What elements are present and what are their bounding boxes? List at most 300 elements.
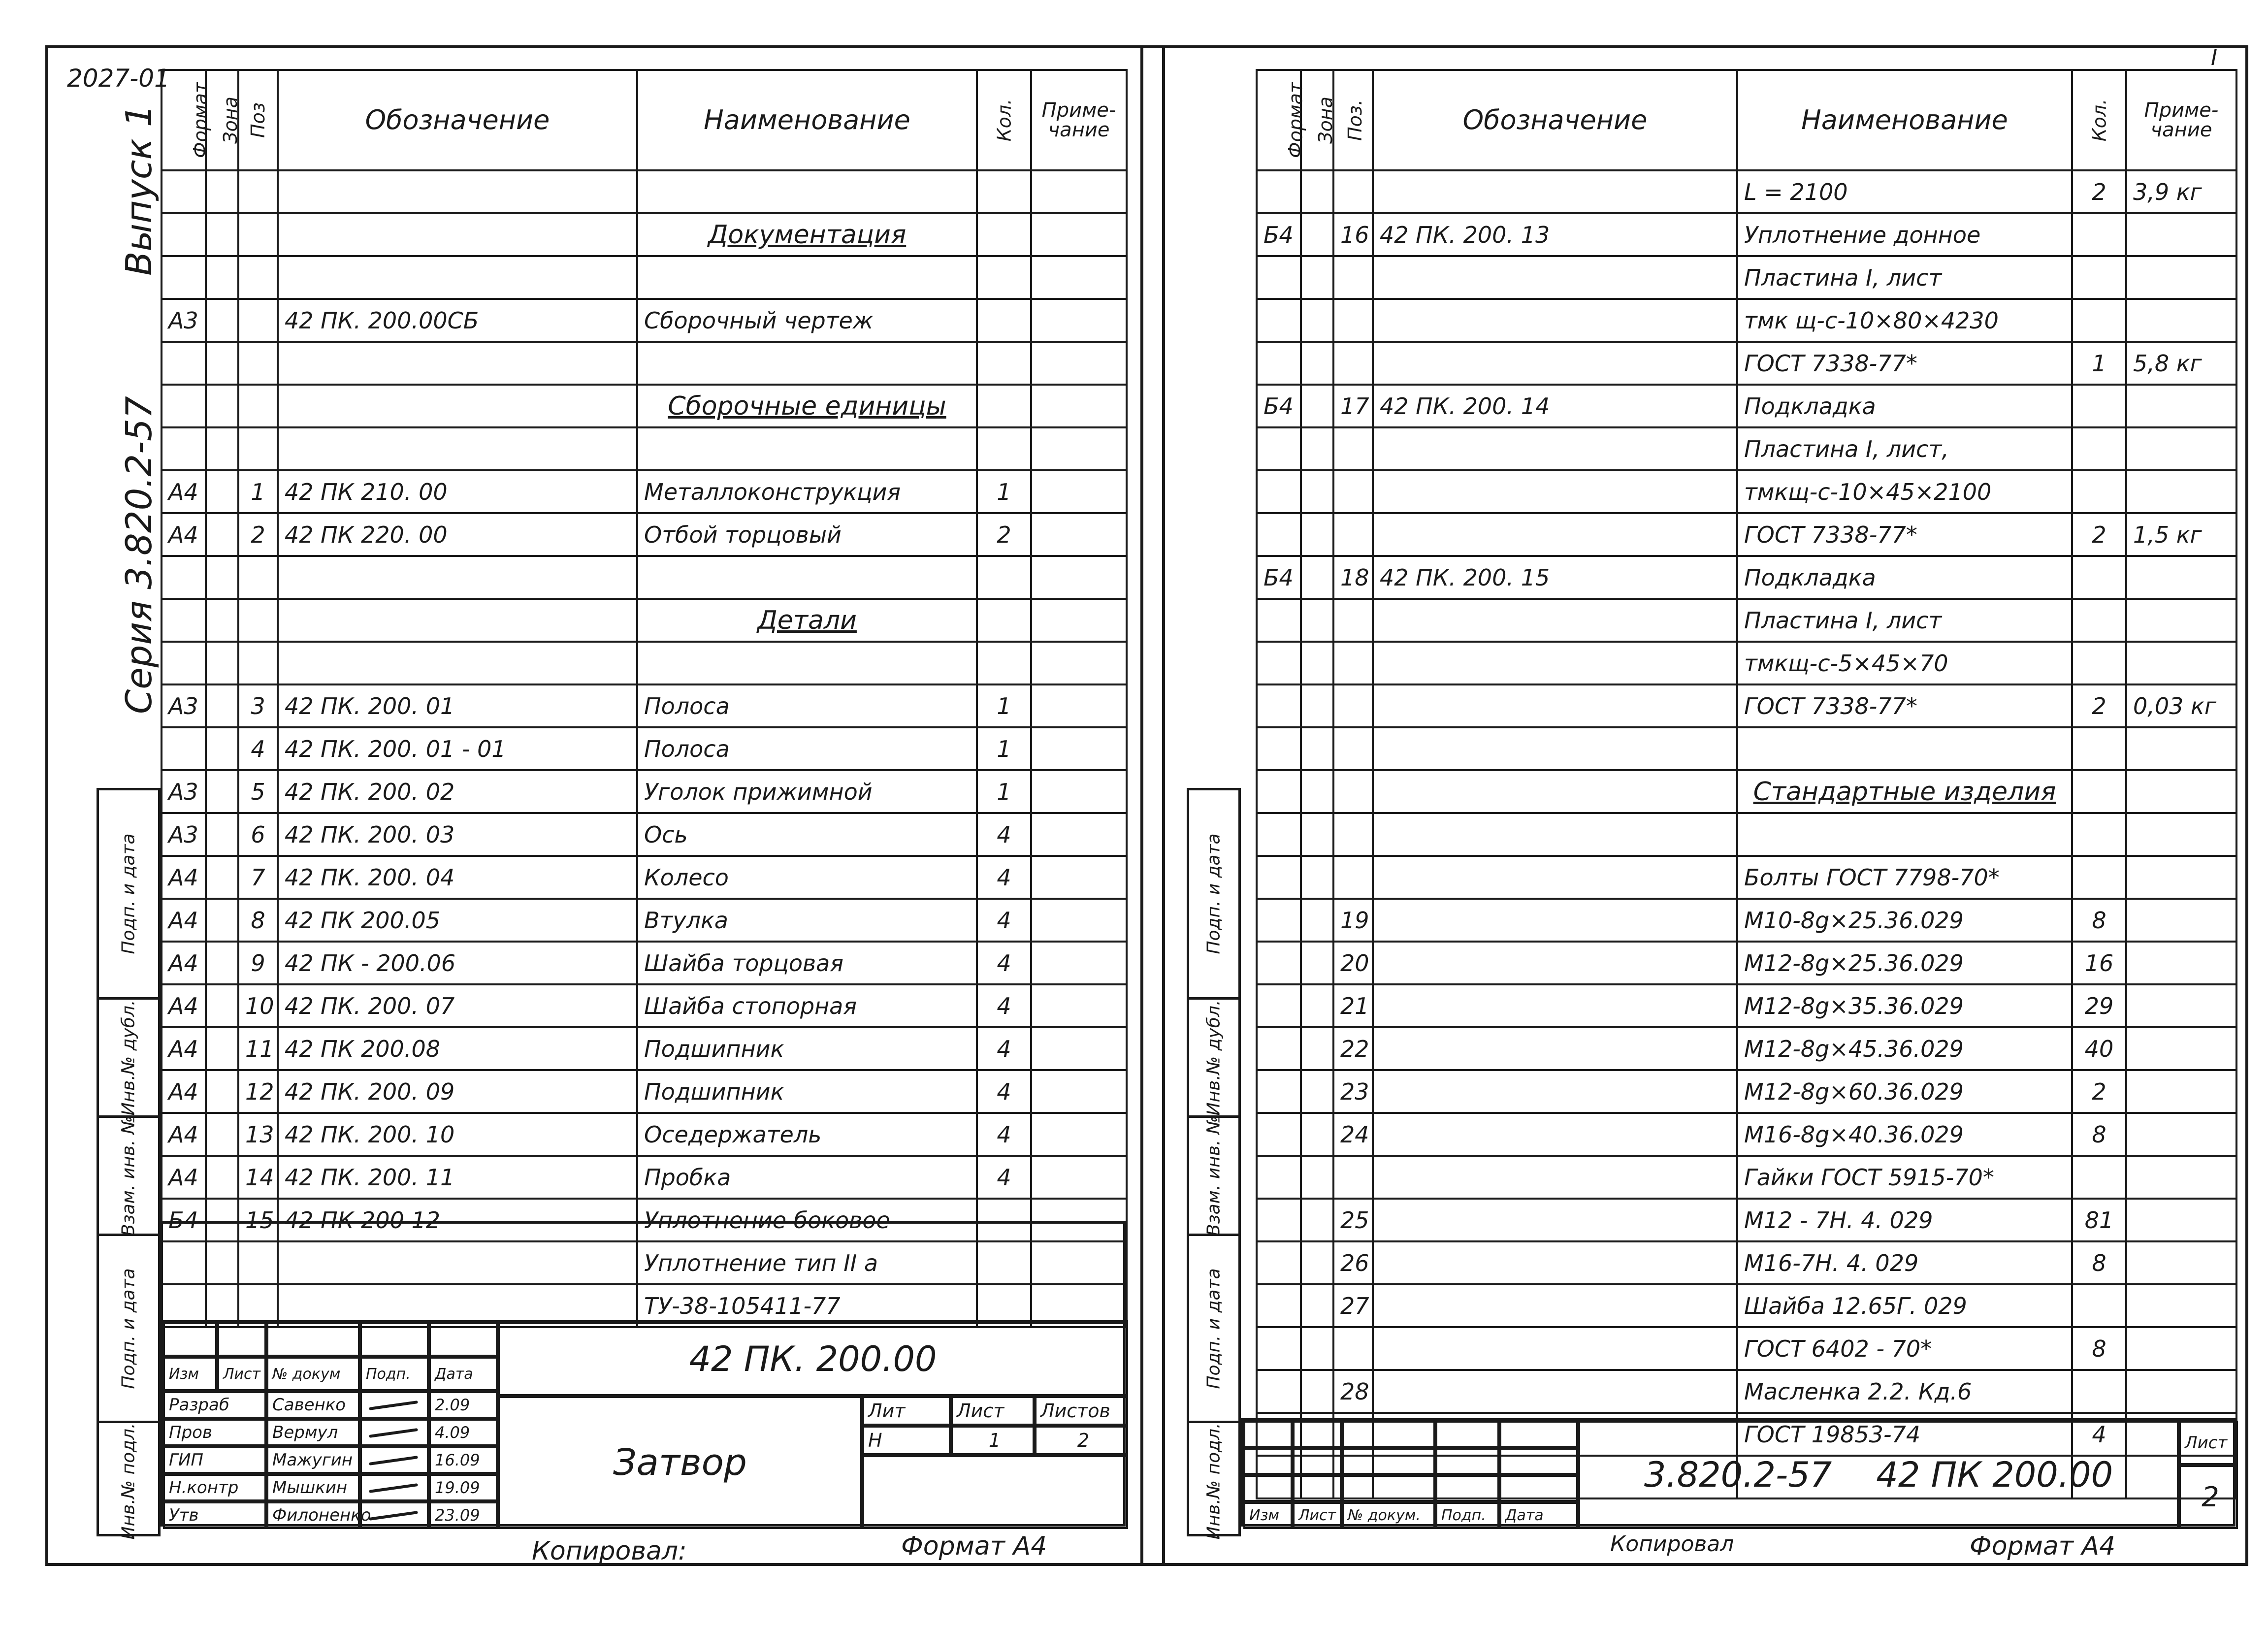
- left-cell-name: Детали: [637, 599, 977, 642]
- right-cell-pos: [1333, 1327, 1373, 1370]
- right-cell-qty: [2072, 642, 2126, 684]
- right-cell-name: Масленка 2.2. Кд.6: [1737, 1370, 2072, 1413]
- right-cell-designation: [1373, 470, 1737, 513]
- left-cell-zone: [206, 942, 238, 984]
- left-cell-format: А4: [162, 513, 206, 556]
- right-cell-name: Пластина I, лист: [1737, 256, 2072, 299]
- revision-cell: [1435, 1448, 1499, 1475]
- right-spec-table: [1256, 69, 2237, 1499]
- right-cell-zone: [1301, 813, 1333, 856]
- left-cell-format: А4: [162, 856, 206, 899]
- left-cell-zone: [206, 427, 238, 470]
- revision-col-head: Подп.: [1435, 1502, 1499, 1529]
- left-cell-zone: [206, 642, 238, 684]
- right-header-row: [1257, 70, 2236, 170]
- right-cell-pos: [1333, 342, 1373, 385]
- left-cell-qty: [977, 299, 1031, 342]
- left-cell-designation: 42 ПК. 200. 02: [278, 770, 637, 813]
- signature-col-head: Лист: [217, 1357, 266, 1391]
- right-cell-pos: [1333, 1156, 1373, 1199]
- left-cell-pos: 5: [238, 770, 278, 813]
- left-cell-qty: [977, 213, 1031, 256]
- left-cell-designation: 42 ПК. 200. 03: [278, 813, 637, 856]
- right-cell-name: М12 - 7Н. 4. 029: [1737, 1199, 2072, 1241]
- left-table-row: [162, 1156, 1127, 1199]
- left-cell-format: [162, 427, 206, 470]
- signature-scribble: [369, 1483, 418, 1493]
- left-cell-qty: [977, 170, 1031, 213]
- role-label: Н.контр: [163, 1474, 266, 1501]
- left-cell-zone: [206, 1070, 238, 1113]
- left-cell-qty: 4: [977, 856, 1031, 899]
- right-cell-qty: 29: [2072, 984, 2126, 1027]
- right-cell-qty: [2072, 299, 2126, 342]
- signer-name: Мышкин: [266, 1474, 360, 1501]
- left-table-row: [162, 1070, 1127, 1113]
- right-table-row: [1257, 1199, 2236, 1241]
- right-cell-qty: 2: [2072, 1070, 2126, 1113]
- right-cell-designation: [1373, 770, 1737, 813]
- right-cell-zone: [1301, 599, 1333, 642]
- right-cell-qty: 8: [2072, 1241, 2126, 1284]
- left-cell-designation: 42 ПК. 200.00СБ: [278, 299, 637, 342]
- right-cell-name: [1737, 727, 2072, 770]
- doc-name-cell: [498, 1396, 862, 1529]
- signer-name: Мажугин: [266, 1446, 360, 1474]
- right-cell-note: [2126, 1027, 2236, 1070]
- left-cell-format: А3: [162, 684, 206, 727]
- left-cell-designation: [278, 213, 637, 256]
- left-cell-qty: 1: [977, 470, 1031, 513]
- left-table-row: [162, 170, 1127, 213]
- right-cell-note: [2126, 899, 2236, 942]
- right-cell-zone: [1301, 1156, 1333, 1199]
- right-cell-pos: 20: [1333, 942, 1373, 984]
- right-cell-pos: [1333, 599, 1373, 642]
- role-label: Разраб: [163, 1391, 266, 1419]
- left-cell-note: [1031, 642, 1127, 684]
- left-table-row: [162, 256, 1127, 299]
- right-cell-format: [1257, 856, 1301, 899]
- header-note: Приме-чание: [1031, 70, 1127, 170]
- right-cell-format: [1257, 1370, 1301, 1413]
- right-code-cell: [1578, 1421, 2179, 1529]
- left-cell-note: [1031, 770, 1127, 813]
- right-copied-label: Копировал: [1610, 1531, 1734, 1557]
- r-header-qty: Кол.: [2072, 70, 2126, 170]
- right-cell-name: Подкладка: [1737, 556, 2072, 599]
- left-cell-format: А4: [162, 470, 206, 513]
- left-cell-format: А3: [162, 299, 206, 342]
- left-cell-name: Пробка: [637, 1156, 977, 1199]
- right-cell-qty: [2072, 1370, 2126, 1413]
- lit-head: Лит: [862, 1396, 951, 1426]
- signature-cell: [360, 1391, 429, 1419]
- right-cell-zone: [1301, 1070, 1333, 1113]
- r-header-zone: Зона: [1301, 70, 1333, 170]
- right-cell-format: [1257, 170, 1301, 213]
- left-table-row: [162, 299, 1127, 342]
- left-cell-note: [1031, 984, 1127, 1027]
- left-cell-format: А4: [162, 1027, 206, 1070]
- right-cell-pos: [1333, 684, 1373, 727]
- right-cell-designation: [1373, 899, 1737, 942]
- right-cell-format: [1257, 727, 1301, 770]
- right-cell-designation: [1373, 299, 1737, 342]
- signature-scribble: [369, 1511, 418, 1521]
- right-cell-name: L = 2100: [1737, 170, 2072, 213]
- left-cell-note: [1031, 942, 1127, 984]
- right-cell-format: Б4: [1257, 213, 1301, 256]
- signer-name: Филоненко: [266, 1501, 360, 1529]
- right-cell-pos: [1333, 170, 1373, 213]
- left-cell-pos: 8: [238, 899, 278, 942]
- left-cell-format: А3: [162, 770, 206, 813]
- left-cell-note: [1031, 727, 1127, 770]
- right-title-block: [1241, 1418, 2236, 1527]
- left-cell-designation: 42 ПК 210. 00: [278, 470, 637, 513]
- header-designation: Обозначение: [278, 70, 637, 170]
- right-cell-qty: 8: [2072, 899, 2126, 942]
- right-cell-format: [1257, 427, 1301, 470]
- revision-col-head: Изм: [1243, 1502, 1293, 1529]
- right-cell-format: [1257, 342, 1301, 385]
- left-cell-pos: [238, 213, 278, 256]
- right-cell-note: [2126, 856, 2236, 899]
- left-cell-pos: [238, 170, 278, 213]
- revision-col-head: № докум.: [1342, 1502, 1435, 1529]
- right-cell-zone: [1301, 1370, 1333, 1413]
- revision-cell: [1499, 1475, 1578, 1502]
- left-cell-pos: [238, 342, 278, 385]
- left-cell-pos: 12: [238, 1070, 278, 1113]
- right-cell-format: [1257, 684, 1301, 727]
- right-cell-note: [2126, 256, 2236, 299]
- right-table-row: [1257, 942, 2236, 984]
- right-cell-note: [2126, 299, 2236, 342]
- left-cell-designation: 42 ПК 200.05: [278, 899, 637, 942]
- right-cell-zone: [1301, 899, 1333, 942]
- right-cell-format: [1257, 1241, 1301, 1284]
- right-cell-note: [2126, 642, 2236, 684]
- revision-cell: [1342, 1448, 1435, 1475]
- right-cell-note: [2126, 770, 2236, 813]
- left-cell-note: [1031, 1027, 1127, 1070]
- left-cell-zone: [206, 342, 238, 385]
- revision-cell: [1243, 1448, 1293, 1475]
- right-cell-zone: [1301, 942, 1333, 984]
- left-cell-zone: [206, 984, 238, 1027]
- right-cell-name: тмкщ-с-5×45×70: [1737, 642, 2072, 684]
- left-cell-name: [637, 256, 977, 299]
- left-cell-format: [162, 256, 206, 299]
- right-cell-name: М12-8g×25.36.029: [1737, 942, 2072, 984]
- right-table-row: [1257, 727, 2236, 770]
- right-table-row: [1257, 1070, 2236, 1113]
- left-cell-name: ТУ-38-105411-77: [637, 1284, 977, 1327]
- sheets-head: Листов: [1035, 1396, 1128, 1426]
- right-cell-zone: [1301, 684, 1333, 727]
- right-cell-pos: 27: [1333, 1284, 1373, 1327]
- left-table-row: [162, 727, 1127, 770]
- signer-name: Савенко: [266, 1391, 360, 1419]
- right-cell-qty: 81: [2072, 1199, 2126, 1241]
- left-cell-zone: [206, 599, 238, 642]
- left-table-row: [162, 899, 1127, 942]
- right-cell-designation: [1373, 427, 1737, 470]
- right-cell-format: [1257, 1027, 1301, 1070]
- revision-blank-cell: [163, 1322, 217, 1357]
- left-cell-name: Подшипник: [637, 1070, 977, 1113]
- right-cell-qty: [2072, 813, 2126, 856]
- signature-scribble: [369, 1456, 418, 1465]
- left-cell-zone: [206, 299, 238, 342]
- right-table-row: [1257, 556, 2236, 599]
- left-cell-note: [1031, 1070, 1127, 1113]
- role-label: ГИП: [163, 1446, 266, 1474]
- right-format-label: Формат А4: [1970, 1531, 2116, 1561]
- right-cell-designation: [1373, 684, 1737, 727]
- right-cell-pos: [1333, 856, 1373, 899]
- left-cell-qty: 4: [977, 984, 1031, 1027]
- revision-cell: [1499, 1448, 1578, 1475]
- right-cell-zone: [1301, 213, 1333, 256]
- right-cell-qty: [2072, 256, 2126, 299]
- header-pos: Поз: [238, 70, 278, 170]
- left-cell-qty: 4: [977, 1113, 1031, 1156]
- left-cell-name: Сборочные единицы: [637, 385, 977, 427]
- left-cell-qty: 1: [977, 770, 1031, 813]
- revision-cell: [1243, 1475, 1293, 1502]
- left-format-label: Формат А4: [901, 1531, 1047, 1561]
- left-cell-designation: [278, 599, 637, 642]
- right-table-row: [1257, 1156, 2236, 1199]
- signature-cell: [360, 1446, 429, 1474]
- header-zone: Зона: [206, 70, 238, 170]
- left-cell-name: Ось: [637, 813, 977, 856]
- left-cell-zone: [206, 385, 238, 427]
- title-block-blank-row: [163, 1224, 1128, 1322]
- left-cell-name: Документация: [637, 213, 977, 256]
- right-table-row: [1257, 856, 2236, 899]
- left-cell-name: Сборочный чертеж: [637, 299, 977, 342]
- sign-date: 16.09: [429, 1446, 498, 1474]
- doc-name: Затвор: [613, 1441, 747, 1484]
- right-cell-designation: [1373, 642, 1737, 684]
- left-table-row: [162, 942, 1127, 984]
- left-cell-zone: [206, 727, 238, 770]
- left-cell-format: А4: [162, 899, 206, 942]
- right-cell-zone: [1301, 1284, 1333, 1327]
- left-cell-format: А3: [162, 813, 206, 856]
- right-cell-format: [1257, 1199, 1301, 1241]
- signature-cell: [360, 1501, 429, 1529]
- right-cell-zone: [1301, 984, 1333, 1027]
- right-cell-pos: [1333, 470, 1373, 513]
- right-cell-designation: [1373, 513, 1737, 556]
- left-cell-format: А4: [162, 942, 206, 984]
- right-series: 3.820.2-57: [1644, 1455, 1832, 1495]
- right-cell-qty: 2: [2072, 170, 2126, 213]
- right-cell-pos: [1333, 299, 1373, 342]
- r-header-name: Наименование: [1737, 70, 2072, 170]
- left-cell-designation: [278, 385, 637, 427]
- left-cell-name: Уголок прижимной: [637, 770, 977, 813]
- right-cell-zone: [1301, 1327, 1333, 1370]
- right-cell-zone: [1301, 470, 1333, 513]
- revision-cell: [1293, 1475, 1342, 1502]
- right-cell-format: [1257, 256, 1301, 299]
- right-cell-note: [2126, 1070, 2236, 1113]
- right-cell-name: ГОСТ 6402 - 70*: [1737, 1327, 2072, 1370]
- right-cell-format: [1257, 984, 1301, 1027]
- left-cell-qty: 4: [977, 942, 1031, 984]
- right-cell-format: [1257, 642, 1301, 684]
- r-side-cell-dup-inv: Инв.№ дубл.: [1189, 997, 1238, 1115]
- right-cell-note: [2126, 984, 2236, 1027]
- right-cell-format: [1257, 1327, 1301, 1370]
- right-cell-format: [1257, 899, 1301, 942]
- revision-col-head: Лист: [1293, 1502, 1342, 1529]
- left-cell-designation: 42 ПК. 200. 04: [278, 856, 637, 899]
- right-cell-format: [1257, 599, 1301, 642]
- left-cell-designation: 42 ПК. 200. 10: [278, 1113, 637, 1156]
- right-cell-designation: [1373, 599, 1737, 642]
- header-qty: Кол.: [977, 70, 1031, 170]
- left-cell-qty: [977, 599, 1031, 642]
- right-cell-name: Пластина I, лист,: [1737, 427, 2072, 470]
- right-cell-pos: [1333, 513, 1373, 556]
- revision-col-head: Дата: [1499, 1502, 1578, 1529]
- right-cell-designation: [1373, 1241, 1737, 1284]
- left-cell-name: Уплотнение боковое: [637, 1199, 977, 1241]
- right-cell-format: [1257, 942, 1301, 984]
- revision-blank-cell: [429, 1322, 498, 1357]
- left-cell-format: [162, 213, 206, 256]
- right-cell-qty: [2072, 599, 2126, 642]
- left-cell-name: Металлоконструкция: [637, 470, 977, 513]
- right-cell-note: [2126, 1327, 2236, 1370]
- left-cell-qty: [977, 427, 1031, 470]
- right-cell-pos: [1333, 427, 1373, 470]
- revision-blank-cell: [217, 1322, 266, 1357]
- top-right-mark: I: [2211, 45, 2217, 70]
- right-table-row: [1257, 599, 2236, 642]
- right-cell-note: [2126, 1241, 2236, 1284]
- signature-cell: [360, 1474, 429, 1501]
- right-cell-note: [2126, 427, 2236, 470]
- right-sheet-no: 2: [2179, 1465, 2238, 1529]
- left-cell-name: Полоса: [637, 727, 977, 770]
- left-cell-pos: [238, 556, 278, 599]
- right-table-row: [1257, 899, 2236, 942]
- left-cell-designation: [278, 642, 637, 684]
- right-cell-note: [2126, 727, 2236, 770]
- left-cell-zone: [206, 213, 238, 256]
- right-cell-pos: 22: [1333, 1027, 1373, 1070]
- right-cell-qty: 4: [2072, 1413, 2126, 1456]
- left-cell-name: [637, 427, 977, 470]
- right-cell-zone: [1301, 385, 1333, 427]
- left-cell-name: [637, 170, 977, 213]
- series-label: Серия 3.820.2-57: [118, 396, 160, 714]
- left-cell-note: [1031, 299, 1127, 342]
- left-table-row: [162, 556, 1127, 599]
- side-cell-sign-date-2: Подп. и дата: [99, 1234, 158, 1421]
- right-cell-note: [2126, 813, 2236, 856]
- left-cell-zone: [206, 470, 238, 513]
- left-cell-note: [1031, 427, 1127, 470]
- right-cell-qty: 1: [2072, 342, 2126, 385]
- left-cell-pos: [238, 385, 278, 427]
- issue-label: Выпуск 1: [118, 104, 160, 276]
- right-cell-note: [2126, 942, 2236, 984]
- role-label: Утв: [163, 1501, 266, 1529]
- right-cell-designation: [1373, 256, 1737, 299]
- right-cell-format: [1257, 1284, 1301, 1327]
- left-cell-format: А4: [162, 1156, 206, 1199]
- r-header-format: Формат: [1257, 70, 1301, 170]
- left-cell-qty: 4: [977, 1027, 1031, 1070]
- signature-cell: [360, 1419, 429, 1446]
- left-cell-note: [1031, 170, 1127, 213]
- left-cell-note: [1031, 470, 1127, 513]
- right-table-row: [1257, 1327, 2236, 1370]
- right-table-row: [1257, 1113, 2236, 1156]
- left-cell-pos: 9: [238, 942, 278, 984]
- left-cell-pos: 15: [238, 1199, 278, 1241]
- left-cell-pos: 10: [238, 984, 278, 1027]
- right-cell-name: ГОСТ 7338-77*: [1737, 684, 2072, 727]
- left-table-row: [162, 770, 1127, 813]
- right-table-row: [1257, 1370, 2236, 1413]
- right-cell-designation: [1373, 856, 1737, 899]
- right-cell-format: Б4: [1257, 556, 1301, 599]
- org-cell: [862, 1455, 1128, 1529]
- right-sheet-head: Лист: [2179, 1421, 2238, 1465]
- right-cell-pos: 21: [1333, 984, 1373, 1027]
- r-side-cell-sign-date-2: Подп. и дата: [1189, 1234, 1238, 1421]
- right-cell-name: Уплотнение донное: [1737, 213, 2072, 256]
- left-cell-note: [1031, 684, 1127, 727]
- right-cell-pos: 16: [1333, 213, 1373, 256]
- r-header-note: Приме-чание: [2126, 70, 2236, 170]
- right-cell-designation: [1373, 1027, 1737, 1070]
- doc-code: 42 ПК. 200.00: [689, 1339, 937, 1379]
- left-cell-zone: [206, 856, 238, 899]
- revision-cell: [1293, 1448, 1342, 1475]
- left-cell-format: [162, 385, 206, 427]
- right-cell-qty: 8: [2072, 1327, 2126, 1370]
- right-cell-pos: [1333, 727, 1373, 770]
- right-cell-qty: [2072, 213, 2126, 256]
- right-cell-note: [2126, 1284, 2236, 1327]
- right-cell-zone: [1301, 770, 1333, 813]
- signature-col-head: Изм: [163, 1357, 217, 1391]
- right-table-row: [1257, 385, 2236, 427]
- left-cell-pos: 4: [238, 727, 278, 770]
- left-cell-qty: [977, 556, 1031, 599]
- left-cell-pos: 14: [238, 1156, 278, 1199]
- right-cell-pos: 24: [1333, 1113, 1373, 1156]
- right-cell-qty: 16: [2072, 942, 2126, 984]
- right-cell-name: Гайки ГОСТ 5915-70*: [1737, 1156, 2072, 1199]
- sheet-id: 2027-01: [67, 64, 170, 93]
- left-cell-qty: 4: [977, 813, 1031, 856]
- right-table-row: [1257, 427, 2236, 470]
- right-cell-qty: 2: [2072, 684, 2126, 727]
- left-cell-format: [162, 727, 206, 770]
